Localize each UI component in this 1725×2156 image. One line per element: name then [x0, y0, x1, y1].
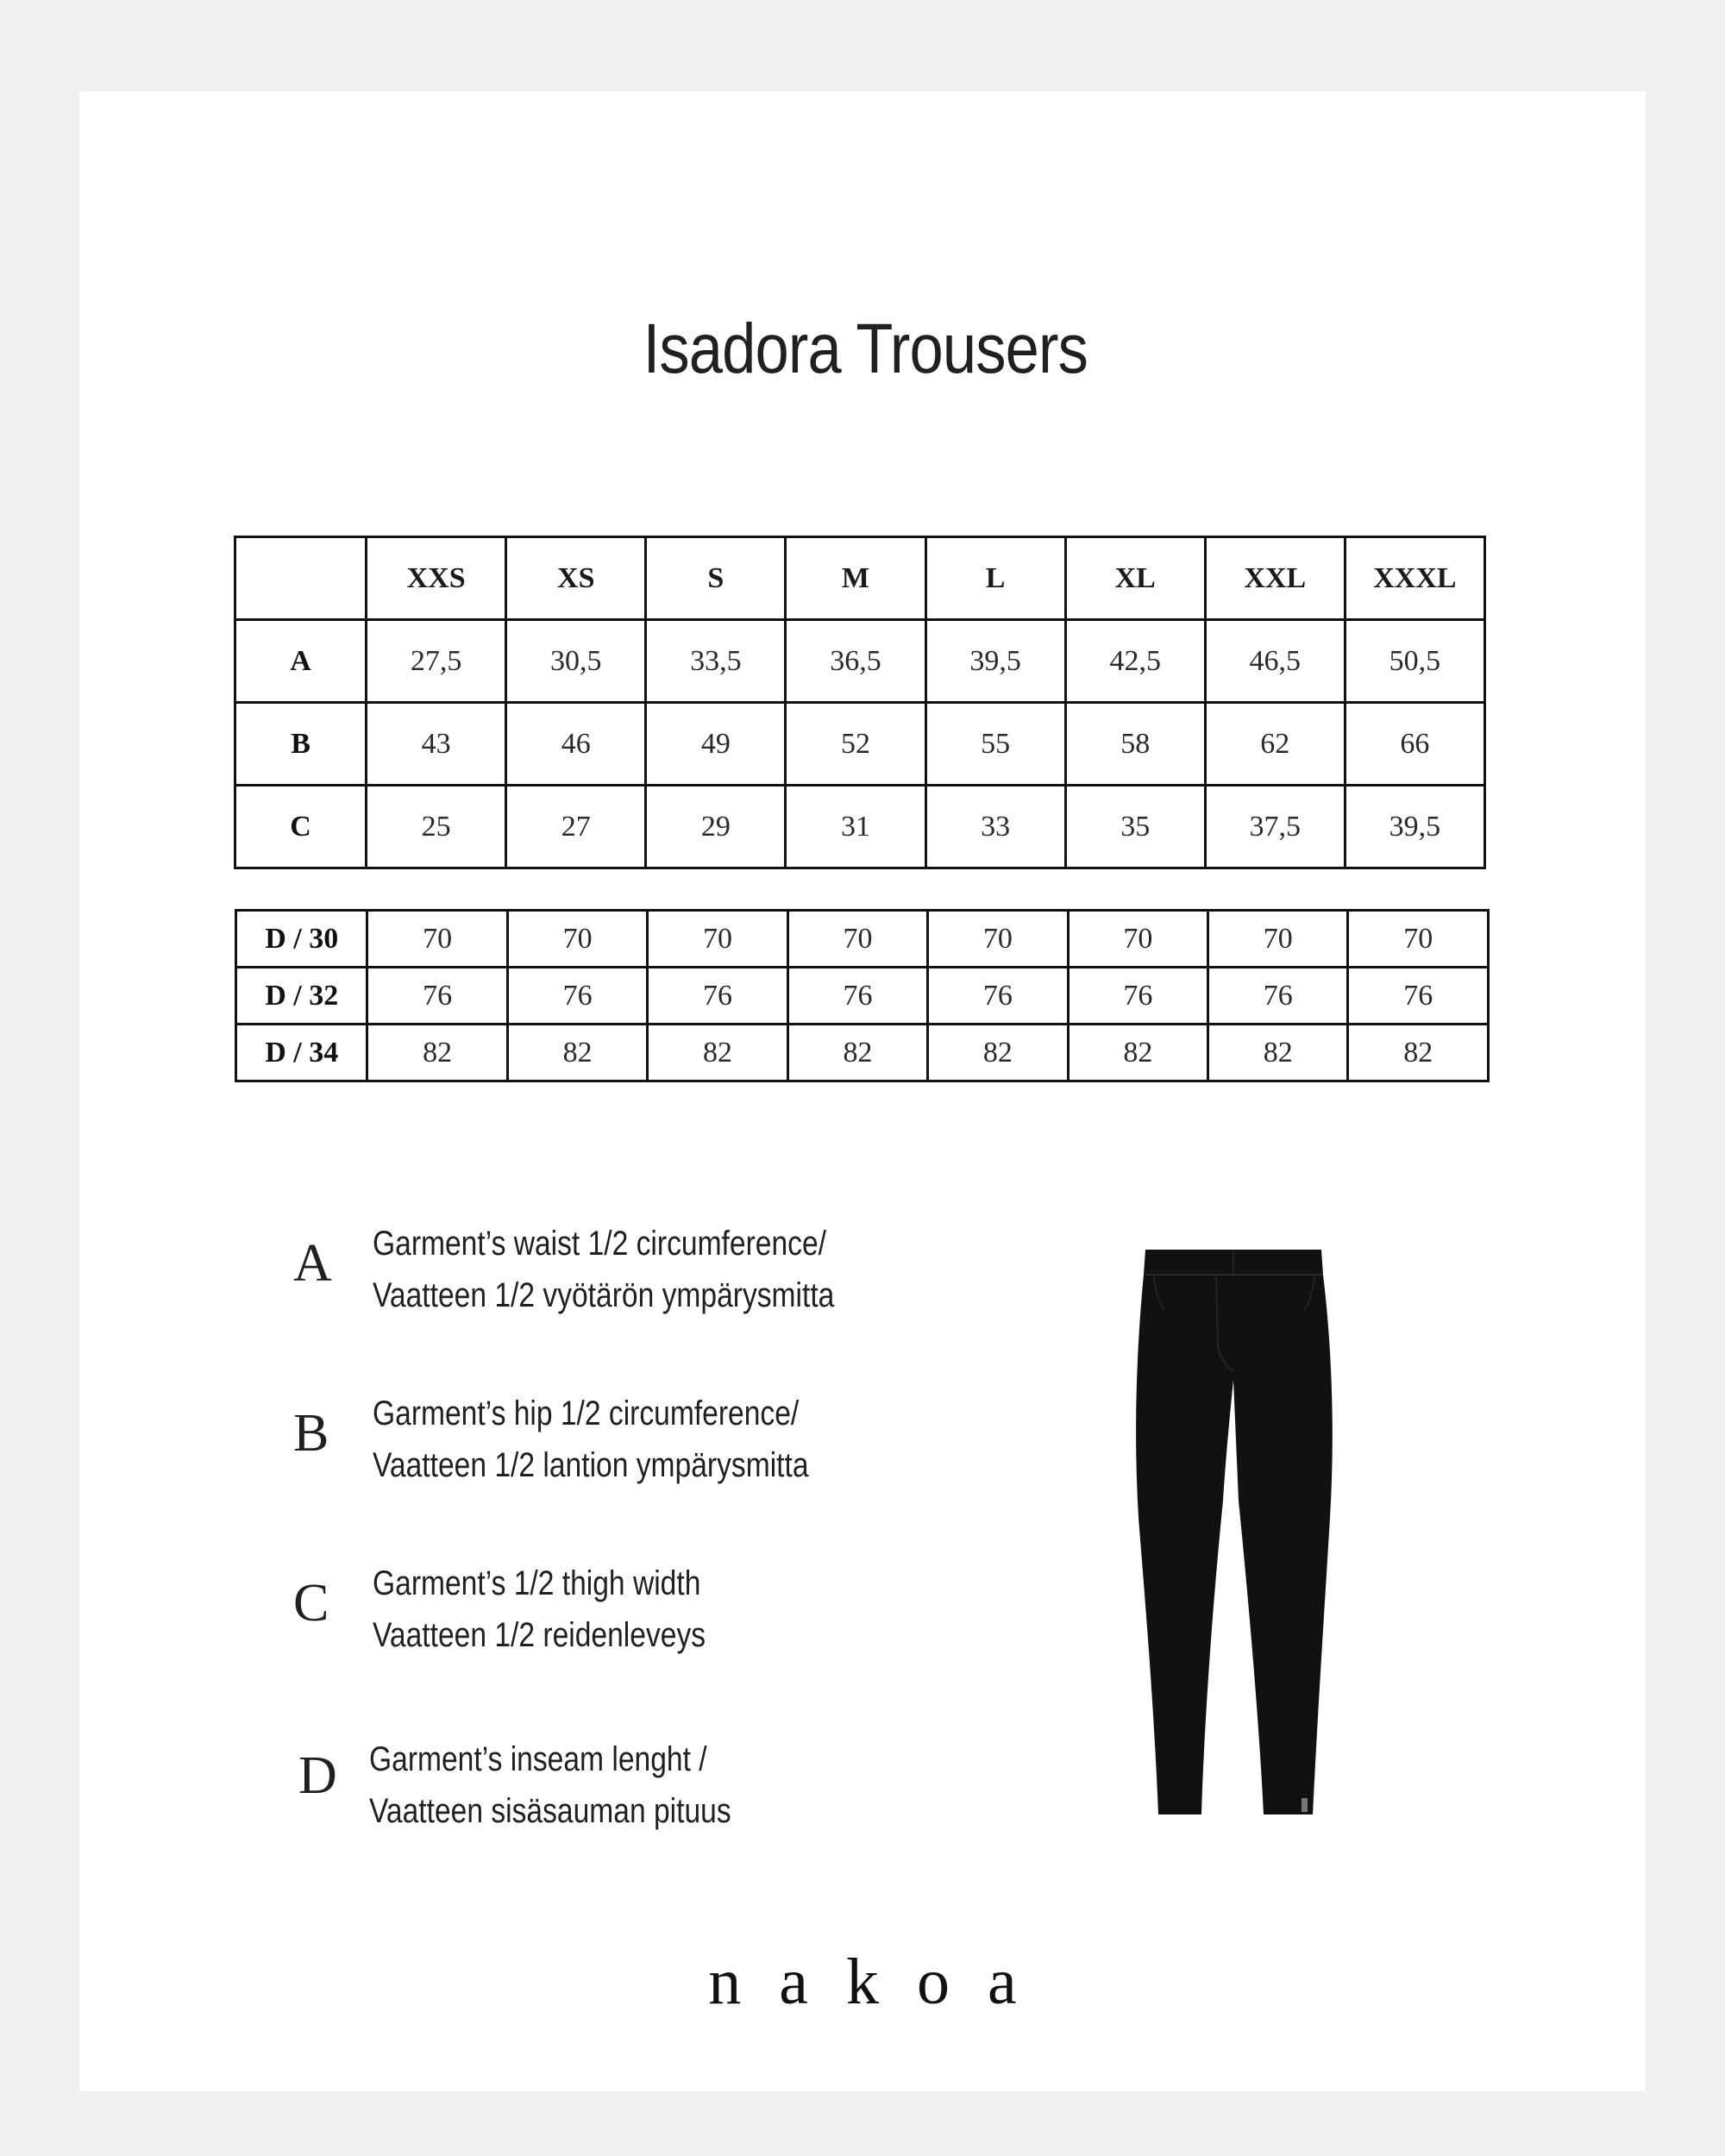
table-cell: 36,5 — [786, 620, 925, 703]
table-cell: 82 — [1208, 1025, 1348, 1081]
table-cell: 35 — [1065, 786, 1205, 868]
legend-line-english: Garment’s waist 1/2 circumference/ — [373, 1225, 826, 1263]
table-cell: 25 — [367, 786, 506, 868]
table-cell: 82 — [787, 1025, 927, 1081]
table-cell: 55 — [925, 703, 1065, 786]
brand-logo: nakoa — [708, 1946, 1055, 2018]
table-cell: 29 — [646, 786, 786, 868]
table-cell: 76 — [507, 968, 647, 1025]
table-cell: 70 — [648, 911, 787, 968]
size-measurement-table — [234, 536, 1486, 869]
table-cell: 76 — [1208, 968, 1348, 1025]
table-cell: 43 — [367, 703, 506, 786]
table-row — [235, 703, 1485, 786]
header-cell-empty — [235, 537, 367, 620]
table-cell: 82 — [648, 1025, 787, 1081]
table-cell: 33 — [925, 786, 1065, 868]
legend-item-a — [285, 1218, 1061, 1338]
table-cell: 39,5 — [1345, 786, 1484, 868]
table-row — [235, 620, 1485, 703]
row-label-d32: D / 32 — [236, 968, 367, 1025]
legend-description — [373, 1388, 809, 1491]
legend-letter: A — [293, 1234, 332, 1293]
table-cell: 70 — [928, 911, 1068, 968]
table-cell: 52 — [786, 703, 925, 786]
table-cell: 76 — [648, 968, 787, 1025]
header-cell-xxl: XXL — [1205, 537, 1345, 620]
table-cell: 82 — [367, 1025, 507, 1081]
legend-letter: B — [293, 1404, 329, 1463]
table-cell: 70 — [787, 911, 927, 968]
table-cell: 76 — [787, 968, 927, 1025]
table-cell: 70 — [1208, 911, 1348, 968]
legend-line-finnish: Vaatteen sisäsauman pituus — [369, 1792, 731, 1830]
header-cell-s: S — [646, 537, 786, 620]
table-cell: 70 — [1068, 911, 1208, 968]
legend-item-d — [285, 1733, 1061, 1854]
header-cell-xxs: XXS — [367, 537, 506, 620]
table-header-row — [235, 537, 1485, 620]
table-cell: 82 — [1348, 1025, 1489, 1081]
table-row — [236, 911, 1489, 968]
table-cell: 76 — [928, 968, 1068, 1025]
legend-line-english: Garment’s 1/2 thigh width — [373, 1564, 701, 1602]
table-cell: 49 — [646, 703, 786, 786]
table-cell: 37,5 — [1205, 786, 1345, 868]
table-row — [236, 968, 1489, 1025]
row-label-b: B — [235, 703, 367, 786]
header-cell-xl: XL — [1065, 537, 1205, 620]
legend-item-b — [285, 1388, 1061, 1508]
table-cell: 39,5 — [925, 620, 1065, 703]
table-cell: 82 — [928, 1025, 1068, 1081]
table-cell: 70 — [367, 911, 507, 968]
header-cell-xs: XS — [506, 537, 646, 620]
legend-description — [369, 1733, 731, 1837]
table-cell: 50,5 — [1345, 620, 1484, 703]
row-label-d30: D / 30 — [236, 911, 367, 968]
table-cell: 76 — [1348, 968, 1489, 1025]
table-cell: 70 — [507, 911, 647, 968]
legend-description — [373, 1557, 706, 1661]
table-cell: 70 — [1348, 911, 1489, 968]
table-cell: 42,5 — [1065, 620, 1205, 703]
legend-letter: D — [298, 1746, 337, 1805]
table-cell: 46 — [506, 703, 646, 786]
row-label-c: C — [235, 786, 367, 868]
table-cell: 46,5 — [1205, 620, 1345, 703]
header-cell-l: L — [925, 537, 1065, 620]
legend-description — [373, 1218, 834, 1321]
inseam-length-table — [235, 909, 1490, 1082]
legend-line-english: Garment’s hip 1/2 circumference/ — [373, 1395, 800, 1432]
table-cell: 76 — [367, 968, 507, 1025]
legend-letter: C — [293, 1574, 329, 1633]
legend-line-finnish: Vaatteen 1/2 reidenleveys — [373, 1616, 706, 1654]
legend-line-finnish: Vaatteen 1/2 vyötärön ympärysmitta — [373, 1276, 835, 1314]
table-cell: 30,5 — [506, 620, 646, 703]
table-cell: 27 — [506, 786, 646, 868]
page-title: Isadora Trousers — [643, 310, 1088, 388]
legend-item-c — [285, 1557, 1061, 1678]
table-cell: 58 — [1065, 703, 1205, 786]
black-trousers-image — [1130, 1242, 1346, 1828]
row-label-d34: D / 34 — [236, 1025, 367, 1081]
legend-line-finnish: Vaatteen 1/2 lantion ympärysmitta — [373, 1446, 809, 1484]
legend-line-english: Garment’s inseam lenght / — [369, 1740, 707, 1778]
table-cell: 27,5 — [367, 620, 506, 703]
table-cell: 62 — [1205, 703, 1345, 786]
table-cell: 82 — [507, 1025, 647, 1081]
table-cell: 31 — [786, 786, 925, 868]
header-cell-m: M — [786, 537, 925, 620]
table-row — [236, 1025, 1489, 1081]
table-cell: 76 — [1068, 968, 1208, 1025]
header-cell-xxxl: XXXL — [1345, 537, 1484, 620]
table-cell: 66 — [1345, 703, 1484, 786]
table-cell: 82 — [1068, 1025, 1208, 1081]
table-row — [235, 786, 1485, 868]
table-cell: 33,5 — [646, 620, 786, 703]
row-label-a: A — [235, 620, 367, 703]
